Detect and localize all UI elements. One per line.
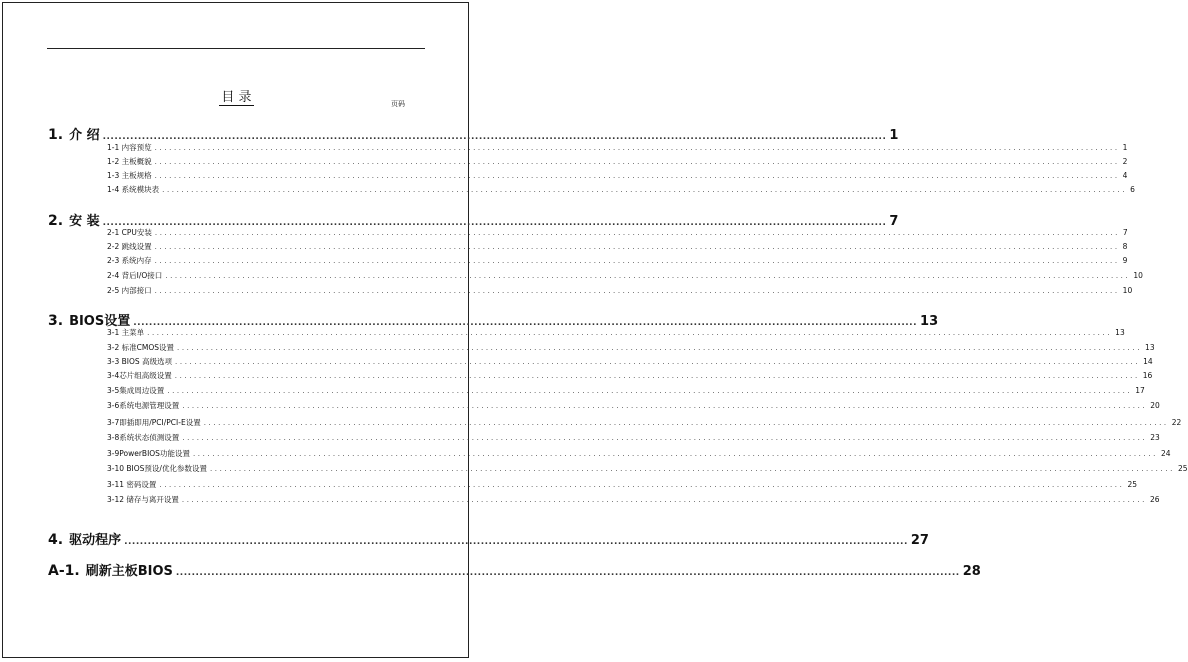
- section-title: 2-2 跳线设置: [107, 242, 152, 251]
- dot-leader: ........................................................................................................................................................................................................: [102, 132, 887, 142]
- page-number: 13: [1115, 328, 1125, 337]
- toc-entry: [107, 241, 1128, 252]
- toc-entry: [107, 494, 1160, 505]
- page-number: 27: [910, 533, 929, 548]
- dot-leader: ........................................................................................................................................................................................................: [177, 344, 1143, 352]
- page-number: 4: [1122, 171, 1128, 180]
- page-number: 10: [1122, 286, 1133, 295]
- section-title: 1-4 系统模块表: [107, 185, 160, 194]
- toc-chapter-c4: [48, 529, 929, 548]
- toc-entry: [107, 479, 1137, 490]
- page-number: 13: [920, 314, 939, 329]
- page-number: 22: [1171, 418, 1182, 427]
- page-number: 14: [1143, 357, 1153, 366]
- section-title: 3-8系统状态侦测设置: [107, 433, 180, 442]
- dot-leader: ........................................................................................................................................................................................................: [159, 481, 1125, 489]
- chapter-title: BIOS设置: [69, 314, 131, 329]
- chapter-number: 4.: [48, 532, 64, 548]
- header-rule: [47, 48, 425, 49]
- toc-entry: [107, 255, 1128, 266]
- toc-entry: [107, 448, 1171, 459]
- toc-entry: [107, 356, 1153, 367]
- toc-entry: [107, 463, 1188, 474]
- dot-leader: ........................................................................................................................................................................................................: [192, 450, 1158, 458]
- toc-entry: [107, 142, 1128, 153]
- toc-entry: [107, 385, 1145, 396]
- dot-leader: ........................................................................................................................................................................................................: [182, 402, 1148, 410]
- page-number: 10: [1133, 271, 1143, 280]
- section-title: 1-1 内容预览: [107, 143, 152, 152]
- page-column-label: 页码: [391, 100, 405, 108]
- page-number: 25: [1177, 464, 1188, 473]
- toc-chapter-c1: [48, 124, 899, 143]
- page-number: 23: [1150, 433, 1160, 442]
- toc-entry: [107, 156, 1128, 167]
- section-title: 2-3 系统内存: [107, 256, 152, 265]
- toc-chapter-a1: [48, 560, 981, 579]
- chapter-title: 介 绍: [69, 128, 100, 143]
- page-number: 25: [1127, 480, 1137, 489]
- dot-leader: ........................................................................................................................................................................................................: [154, 172, 1120, 180]
- section-title: 2-1 CPU安装: [107, 228, 152, 237]
- toc-title: 目 录: [221, 90, 252, 105]
- section-title: 3-3 BIOS 高级选项: [107, 357, 173, 366]
- page-number: 24: [1160, 449, 1171, 458]
- chapter-title: 刷新主板BIOS: [85, 564, 173, 579]
- chapter-title: 驱动程序: [69, 533, 122, 548]
- page-number: 16: [1142, 371, 1153, 380]
- section-title: 3-7即插即用/PCI/PCI-E设置: [107, 418, 201, 427]
- toc-entry: [107, 400, 1160, 411]
- chapter-number: 2.: [48, 213, 64, 229]
- dot-leader: ........................................................................................................................................................................................................: [154, 287, 1120, 295]
- section-title: 3-6系统电源管理设置: [107, 401, 180, 410]
- section-title: 3-1 主菜单: [107, 328, 145, 337]
- dot-leader: ........................................................................................................................................................................................................: [175, 358, 1141, 366]
- toc-entry: [107, 184, 1135, 195]
- page-number: 1: [1122, 143, 1128, 152]
- section-title: 3-5集成周边设置: [107, 386, 165, 395]
- page-number: 2: [1122, 157, 1128, 166]
- dot-leader: ........................................................................................................................................................................................................: [154, 144, 1120, 152]
- toc-entry: [107, 285, 1133, 296]
- chapter-number: 3.: [48, 313, 64, 329]
- dot-leader: ........................................................................................................................................................................................................: [209, 465, 1175, 473]
- page-number: 26: [1149, 495, 1160, 504]
- section-title: 3-10 BIOS预设/优化参数设置: [107, 464, 207, 473]
- dot-leader: ........................................................................................................................................................................................................: [154, 243, 1120, 251]
- dot-leader: ........................................................................................................................................................................................................: [165, 272, 1131, 280]
- section-title: 1-2 主板概貌: [107, 157, 152, 166]
- dot-leader: ........................................................................................................................................................................................................: [102, 218, 887, 228]
- page-number: 7: [1122, 228, 1128, 237]
- chapter-title: 安 装: [69, 214, 100, 229]
- dot-leader: ........................................................................................................................................................................................................: [175, 568, 960, 578]
- dot-leader: ........................................................................................................................................................................................................: [133, 318, 918, 328]
- toc-entry: [107, 227, 1128, 238]
- section-title: 3-9PowerBIOS功能设置: [107, 449, 190, 458]
- dot-leader: ........................................................................................................................................................................................................: [181, 496, 1147, 504]
- section-title: 1-3 主板规格: [107, 171, 152, 180]
- toc-entry: [107, 417, 1182, 428]
- page-number: 9: [1122, 256, 1128, 265]
- toc-entry: [107, 270, 1143, 281]
- section-title: 3-12 储存与离开设置: [107, 495, 179, 504]
- dot-leader: ........................................................................................................................................................................................................: [162, 186, 1128, 194]
- chapter-number: A-1.: [48, 563, 80, 579]
- dot-leader: ........................................................................................................................................................................................................: [182, 434, 1148, 442]
- dot-leader: ........................................................................................................................................................................................................: [154, 229, 1120, 237]
- dot-leader: ........................................................................................................................................................................................................: [203, 419, 1169, 427]
- page-number: 17: [1135, 386, 1145, 395]
- page-number: 8: [1122, 242, 1128, 251]
- dot-leader: ........................................................................................................................................................................................................: [147, 329, 1113, 337]
- dot-leader: ........................................................................................................................................................................................................: [167, 387, 1133, 395]
- page-number: 28: [962, 564, 981, 579]
- page-number: 20: [1150, 401, 1160, 410]
- toc-entry: [107, 327, 1125, 338]
- toc-entry: [107, 432, 1160, 443]
- page-number: 1: [889, 128, 899, 143]
- section-title: 3-2 标准CMOS设置: [107, 343, 175, 352]
- dot-leader: ........................................................................................................................................................................................................: [154, 257, 1120, 265]
- toc-entry: [107, 170, 1128, 181]
- section-title: 3-11 密码设置: [107, 480, 157, 489]
- page-number: 7: [889, 214, 899, 229]
- dot-leader: ........................................................................................................................................................................................................: [154, 158, 1120, 166]
- section-title: 3-4芯片组高级设置: [107, 371, 172, 380]
- dot-leader: ........................................................................................................................................................................................................: [174, 372, 1140, 380]
- section-title: 2-5 内部接口: [107, 286, 152, 295]
- page-number: 6: [1130, 185, 1135, 194]
- section-title: 2-4 背后I/O接口: [107, 271, 163, 280]
- dot-leader: ........................................................................................................................................................................................................: [124, 537, 908, 547]
- chapter-number: 1.: [48, 127, 64, 143]
- toc-entry: [107, 342, 1155, 353]
- toc-entry: [107, 370, 1153, 381]
- page-number: 13: [1145, 343, 1155, 352]
